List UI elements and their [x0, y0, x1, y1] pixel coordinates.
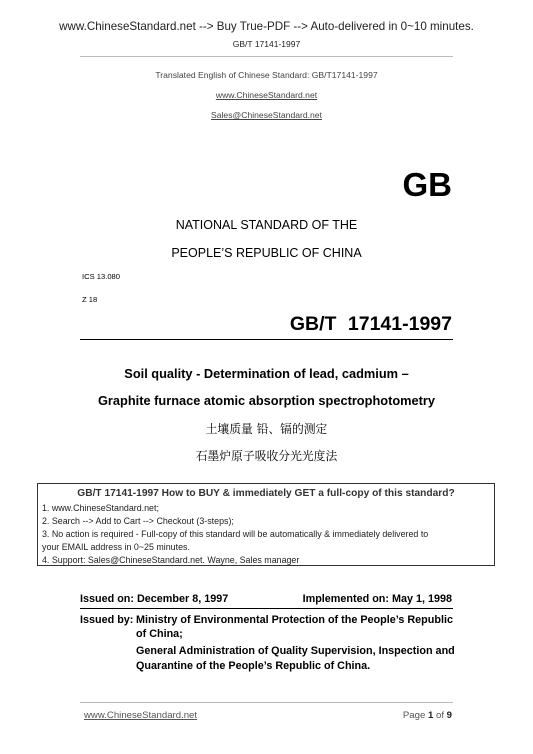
issuer-1-line-2: of China;: [136, 628, 183, 640]
buy-step-3: 3. No action is required - Full-copy of this standard will be automatically & immediately delivered to: [42, 529, 429, 539]
org-line-2: PEOPLE’S REPUBLIC OF CHINA: [171, 246, 362, 260]
top-banner-code: GB/T 17141-1997: [232, 39, 301, 49]
footer-divider: [80, 702, 453, 703]
title-cn-line-2: 石墨炉原子吸收分光光度法: [195, 449, 338, 463]
title-en-line-2: Graphite furnace atomic absorption spectrophotometry: [97, 393, 436, 408]
buy-step-3-cont: your EMAIL address in 0~25 minutes.: [42, 542, 190, 552]
title-en-line-1: Soil quality - Determination of lead, cadmium –: [124, 366, 409, 381]
issued-on: Issued on: December 8, 1997: [80, 593, 229, 605]
translation-note: Translated English of Chinese Standard: GB/T17141-1997: [155, 70, 378, 80]
issuer-2-line-1: General Administration of Quality Supervision, Inspection and: [136, 645, 455, 657]
header-divider: [80, 56, 453, 57]
gb-logo: GB: [402, 166, 452, 203]
issued-by-label: Issued by:: [80, 614, 134, 626]
buy-step-4: 4. Support: Sales@ChineseStandard.net. Wayne, Sales manager: [42, 555, 300, 565]
issuance-divider: [80, 608, 453, 609]
standard-code: GB/T 17141-1997: [289, 313, 452, 335]
title-rule: [80, 339, 453, 340]
site-link[interactable]: www.ChineseStandard.net: [215, 90, 318, 100]
title-cn-line-1: 土壤质量 铅、镉的测定: [205, 422, 328, 436]
page-total: 9: [446, 710, 452, 721]
issuer-2-line-2: Quarantine of the People’s Republic of China.: [136, 660, 371, 672]
footer-site-link[interactable]: www.ChineseStandard.net: [84, 710, 198, 721]
buy-box-heading: GB/T 17141-1997 How to BUY & immediately GET a full-copy of this standard?: [77, 488, 455, 499]
buy-step-2: 2. Search --> Add to Cart --> Checkout (3-steps);: [42, 516, 234, 526]
email-link[interactable]: Sales@ChineseStandard.net: [211, 110, 322, 120]
page-current: 1: [427, 710, 434, 721]
z-code: Z 18: [82, 295, 98, 304]
page-prefix: Page: [402, 710, 428, 721]
top-banner-text: www.ChineseStandard.net --> Buy True-PDF --> Auto-delivered in 0~10 minutes.: [59, 20, 474, 33]
org-line-1: NATIONAL STANDARD OF THE: [175, 218, 358, 232]
issuer-1-line-1: Ministry of Environmental Protection of the People’s Republic: [136, 614, 453, 626]
page-of: of: [433, 710, 447, 721]
implemented-on: Implemented on: May 1, 1998: [302, 593, 452, 605]
ics-code: ICS 13.080: [82, 272, 120, 281]
page-indicator: [403, 710, 452, 721]
buy-step-1: 1. www.ChineseStandard.net;: [42, 503, 159, 513]
